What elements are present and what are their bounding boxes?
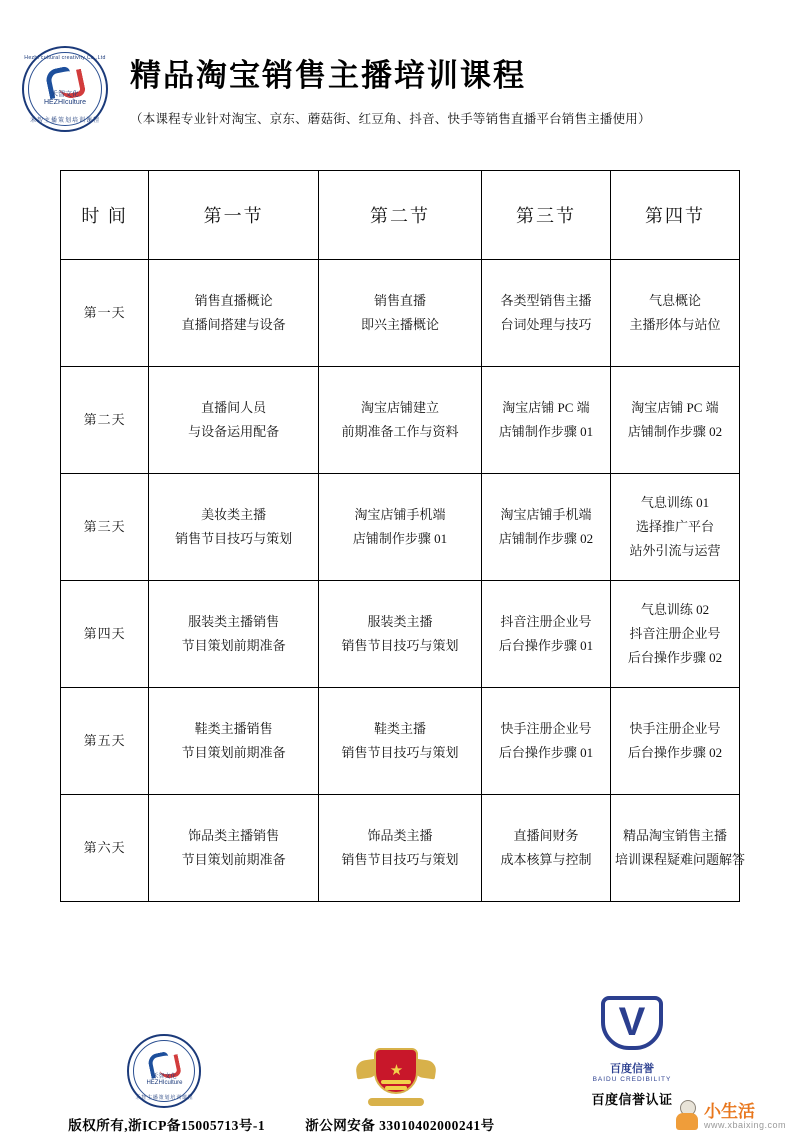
document-header	[0, 0, 800, 132]
footer-baidu-badge[interactable]	[591, 996, 672, 1108]
watermark-url: www.xbaixing.com	[703, 1120, 786, 1130]
column-header-session-1: 第一节	[149, 171, 319, 260]
cell-day2-session2: 淘宝店铺建立 前期准备工作与资料	[319, 367, 482, 474]
seal-center-cn: 禾智文化	[51, 90, 79, 98]
footer-seal-arc: 禾智主播策划培训课程	[135, 1095, 194, 1101]
table-header	[61, 171, 740, 260]
row-day-label: 第六天	[61, 795, 149, 902]
footer-badges	[40, 996, 760, 1108]
column-header-time: 时 间	[61, 171, 149, 260]
cell-day3-session4: 气息训练 01 选择推广平台 站外引流与运营	[610, 474, 739, 581]
row-day-label: 第三天	[61, 474, 149, 581]
cell-day1-session2: 销售直播 即兴主播概论	[319, 260, 482, 367]
baidu-name-cn: 百度信誉	[609, 1063, 654, 1075]
cell-day2-session4: 淘宝店铺 PC 端 店铺制作步骤 02	[610, 367, 739, 474]
seal-center-text	[24, 91, 106, 107]
cell-day6-session2: 饰品类主播 销售节目技巧与策划	[319, 795, 482, 902]
baidu-credibility-icon: V	[595, 996, 669, 1058]
company-logo	[0, 40, 130, 132]
table-row	[61, 260, 740, 367]
footer-company-seal	[127, 1034, 201, 1108]
cell-day4-session2: 服装类主播 销售节目技巧与策划	[319, 581, 482, 688]
row-day-label: 第一天	[61, 260, 149, 367]
cell-day1-session4: 气息概论 主播形体与站位	[610, 260, 739, 367]
baidu-caption: 百度信誉认证	[591, 1092, 673, 1107]
footer-text-row	[40, 1114, 760, 1134]
watermark-mascot-icon	[674, 1100, 700, 1130]
title-block	[130, 40, 800, 127]
column-header-session-3: 第三节	[481, 171, 610, 260]
baidu-name-en: BAIDU CREDIBILITY	[592, 1076, 672, 1083]
cell-day5-session2: 鞋类主播 销售节目技巧与策划	[319, 688, 482, 795]
cell-day5-session4: 快手注册企业号 后台操作步骤 02	[610, 688, 739, 795]
row-day-label: 第四天	[61, 581, 149, 688]
cell-day3-session2: 淘宝店铺手机端 店铺制作步骤 01	[319, 474, 482, 581]
table-row	[61, 581, 740, 688]
watermark	[674, 1100, 786, 1130]
schedule-table	[60, 170, 745, 902]
cell-day4-session3: 抖音注册企业号 后台操作步骤 01	[481, 581, 610, 688]
document-footer	[0, 996, 800, 1134]
cell-day6-session1: 饰品类主播销售 节目策划前期准备	[149, 795, 319, 902]
company-seal-icon	[127, 1034, 201, 1108]
page-subtitle: （本课程专业针对淘宝、京东、蘑菇街、红豆角、抖音、快手等销售直播平台销售主播使用）	[130, 112, 651, 126]
table-row	[61, 688, 740, 795]
cell-day6-session4: 精品淘宝销售主播 培训课程疑难问题解答	[610, 795, 739, 902]
table-header-row	[61, 171, 740, 260]
schedule-table-wrapper	[60, 170, 745, 902]
table-row	[61, 795, 740, 902]
cell-day3-session1: 美妆类主播 销售节目技巧与策划	[149, 474, 319, 581]
police-record-text: 浙公网安备 33010402000241号	[305, 1118, 495, 1133]
cell-day1-session3: 各类型销售主播 台词处理与技巧	[481, 260, 610, 367]
cell-day4-session1: 服装类主播销售 节目策划前期准备	[149, 581, 319, 688]
cell-day4-session4: 气息训练 02 抖音注册企业号 后台操作步骤 02	[610, 581, 739, 688]
row-day-label: 第二天	[61, 367, 149, 474]
cell-day3-session3: 淘宝店铺手机端 店铺制作步骤 02	[481, 474, 610, 581]
page-title: 精品淘宝销售主播培训课程	[130, 58, 526, 93]
table-row	[61, 367, 740, 474]
column-header-session-4: 第四节	[610, 171, 739, 260]
footer-seal-cn: 禾智文化	[152, 1073, 177, 1080]
seal-arc-bottom-text: 禾智主播策划培训课程	[29, 118, 100, 124]
table-body	[61, 260, 745, 902]
cell-day6-session3: 直播间财务 成本核算与控制	[481, 795, 610, 902]
footer-police-badge[interactable]	[356, 1044, 436, 1108]
seal-center-en: HEZHIculture	[43, 98, 86, 106]
row-day-label: 第五天	[61, 688, 149, 795]
cell-day2-session1: 直播间人员 与设备运用配备	[149, 367, 319, 474]
watermark-text	[704, 1103, 786, 1130]
column-header-session-2: 第二节	[319, 171, 482, 260]
cell-day1-session1: 销售直播概论 直播间搭建与设备	[149, 260, 319, 367]
company-seal-icon	[22, 46, 108, 132]
copyright-text: 版权所有,浙ICP备15005713号-1	[68, 1118, 266, 1133]
seal-arc-top-text: Hezhi cultural creativity Co.,Ltd	[24, 55, 106, 61]
watermark-name-cn: 小生活	[703, 1102, 755, 1121]
cell-day2-session3: 淘宝店铺 PC 端 店铺制作步骤 01	[481, 367, 610, 474]
footer-seal-en: HEZHIculture	[146, 1080, 183, 1087]
cell-day5-session3: 快手注册企业号 后台操作步骤 01	[481, 688, 610, 795]
police-emblem-icon: ★	[356, 1044, 436, 1108]
table-row	[61, 474, 740, 581]
cell-day5-session1: 鞋类主播销售 节目策划前期准备	[149, 688, 319, 795]
